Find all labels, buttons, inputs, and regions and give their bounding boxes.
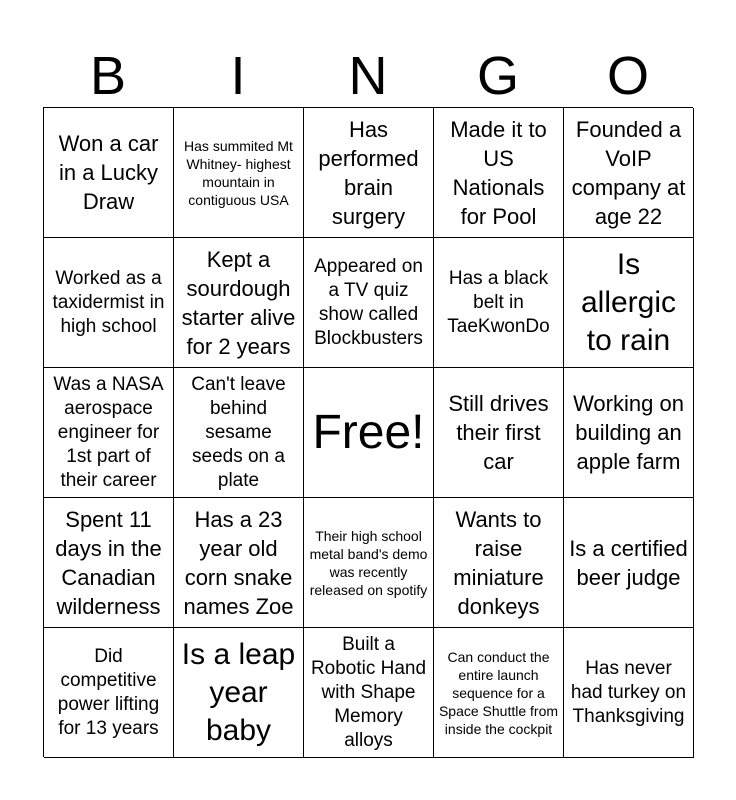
header-letter-n: N	[348, 46, 388, 106]
bingo-cell[interactable]	[174, 368, 304, 498]
header-letter-g: G	[476, 46, 519, 106]
bingo-cell[interactable]	[174, 108, 304, 238]
cell-text: Can conduct the entire launch sequence for a Space Shuttle from inside the cockpit	[438, 648, 559, 737]
cell-text: Wants to raise miniature donkeys	[453, 506, 544, 619]
cell-text: Founded a VoIP company at age 22	[571, 116, 686, 229]
header-letter-i: I	[230, 46, 246, 106]
header-letter-o: O	[606, 46, 649, 106]
bingo-cell[interactable]	[434, 108, 564, 238]
bingo-cell[interactable]	[304, 498, 434, 628]
bingo-cell[interactable]	[434, 238, 564, 368]
bingo-cell[interactable]	[434, 628, 564, 758]
bingo-card-grid	[43, 107, 693, 757]
bingo-cell[interactable]	[564, 238, 694, 368]
cell-text: Was a NASA aerospace engineer for 1st part of their career	[53, 373, 164, 491]
cell-text: Has performed brain surgery	[318, 116, 419, 229]
cell-text: Spent 11 days in the Canadian wilderness	[55, 506, 162, 619]
cell-text: Worked as a taxidermist in high school	[52, 267, 165, 337]
cell-text: Is a leap year baby	[181, 637, 296, 747]
cell-text: Has summited Mt Whitney- highest mountain in contiguous USA	[184, 137, 293, 208]
bingo-cell[interactable]	[564, 368, 694, 498]
bingo-cell[interactable]	[434, 498, 564, 628]
cell-text: Appeared on a TV quiz show called Blockbusters	[314, 255, 423, 349]
cell-text: Won a car in a Lucky Draw	[58, 131, 159, 214]
bingo-cell[interactable]	[564, 498, 694, 628]
bingo-cell[interactable]	[174, 238, 304, 368]
free-space-cell[interactable]	[304, 368, 434, 498]
bingo-cell[interactable]	[44, 238, 174, 368]
cell-text: Is allergic to rain	[580, 247, 677, 357]
bingo-header	[43, 44, 693, 108]
cell-text: Has a black belt in TaeKwonDo	[447, 267, 550, 337]
cell-text: Kept a sourdough starter alive for 2 years	[181, 246, 296, 359]
bingo-cell[interactable]	[304, 628, 434, 758]
bingo-cell[interactable]	[44, 108, 174, 238]
cell-text: Did competitive power lifting for 13 years	[57, 645, 160, 739]
bingo-cell[interactable]	[44, 368, 174, 498]
bingo-cell[interactable]	[434, 368, 564, 498]
free-space-text: Free!	[312, 405, 425, 459]
bingo-cell[interactable]	[564, 108, 694, 238]
cell-text: Can't leave behind sesame seeds on a plate	[191, 373, 286, 491]
bingo-cell[interactable]	[564, 628, 694, 758]
header-letter-b: B	[89, 46, 127, 106]
cell-text: Built a Robotic Hand with Shape Memory alloys	[310, 633, 427, 751]
cell-text: Made it to US Nationals for Pool	[450, 116, 547, 229]
cell-text: Their high school metal band's demo was recently released on spotify	[309, 527, 428, 598]
cell-text: Working on building an apple farm	[573, 391, 684, 474]
bingo-cell[interactable]	[304, 238, 434, 368]
bingo-cell[interactable]	[174, 498, 304, 628]
cell-text: Is a certified beer judge	[569, 535, 688, 590]
bingo-cell[interactable]	[304, 108, 434, 238]
bingo-cell[interactable]	[174, 628, 304, 758]
bingo-cell[interactable]	[44, 498, 174, 628]
cell-text: Still drives their first car	[448, 391, 549, 474]
cell-text: Has never had turkey on Thanksgiving	[570, 657, 687, 727]
bingo-cell[interactable]	[44, 628, 174, 758]
cell-text: Has a 23 year old corn snake names Zoe	[183, 506, 294, 619]
